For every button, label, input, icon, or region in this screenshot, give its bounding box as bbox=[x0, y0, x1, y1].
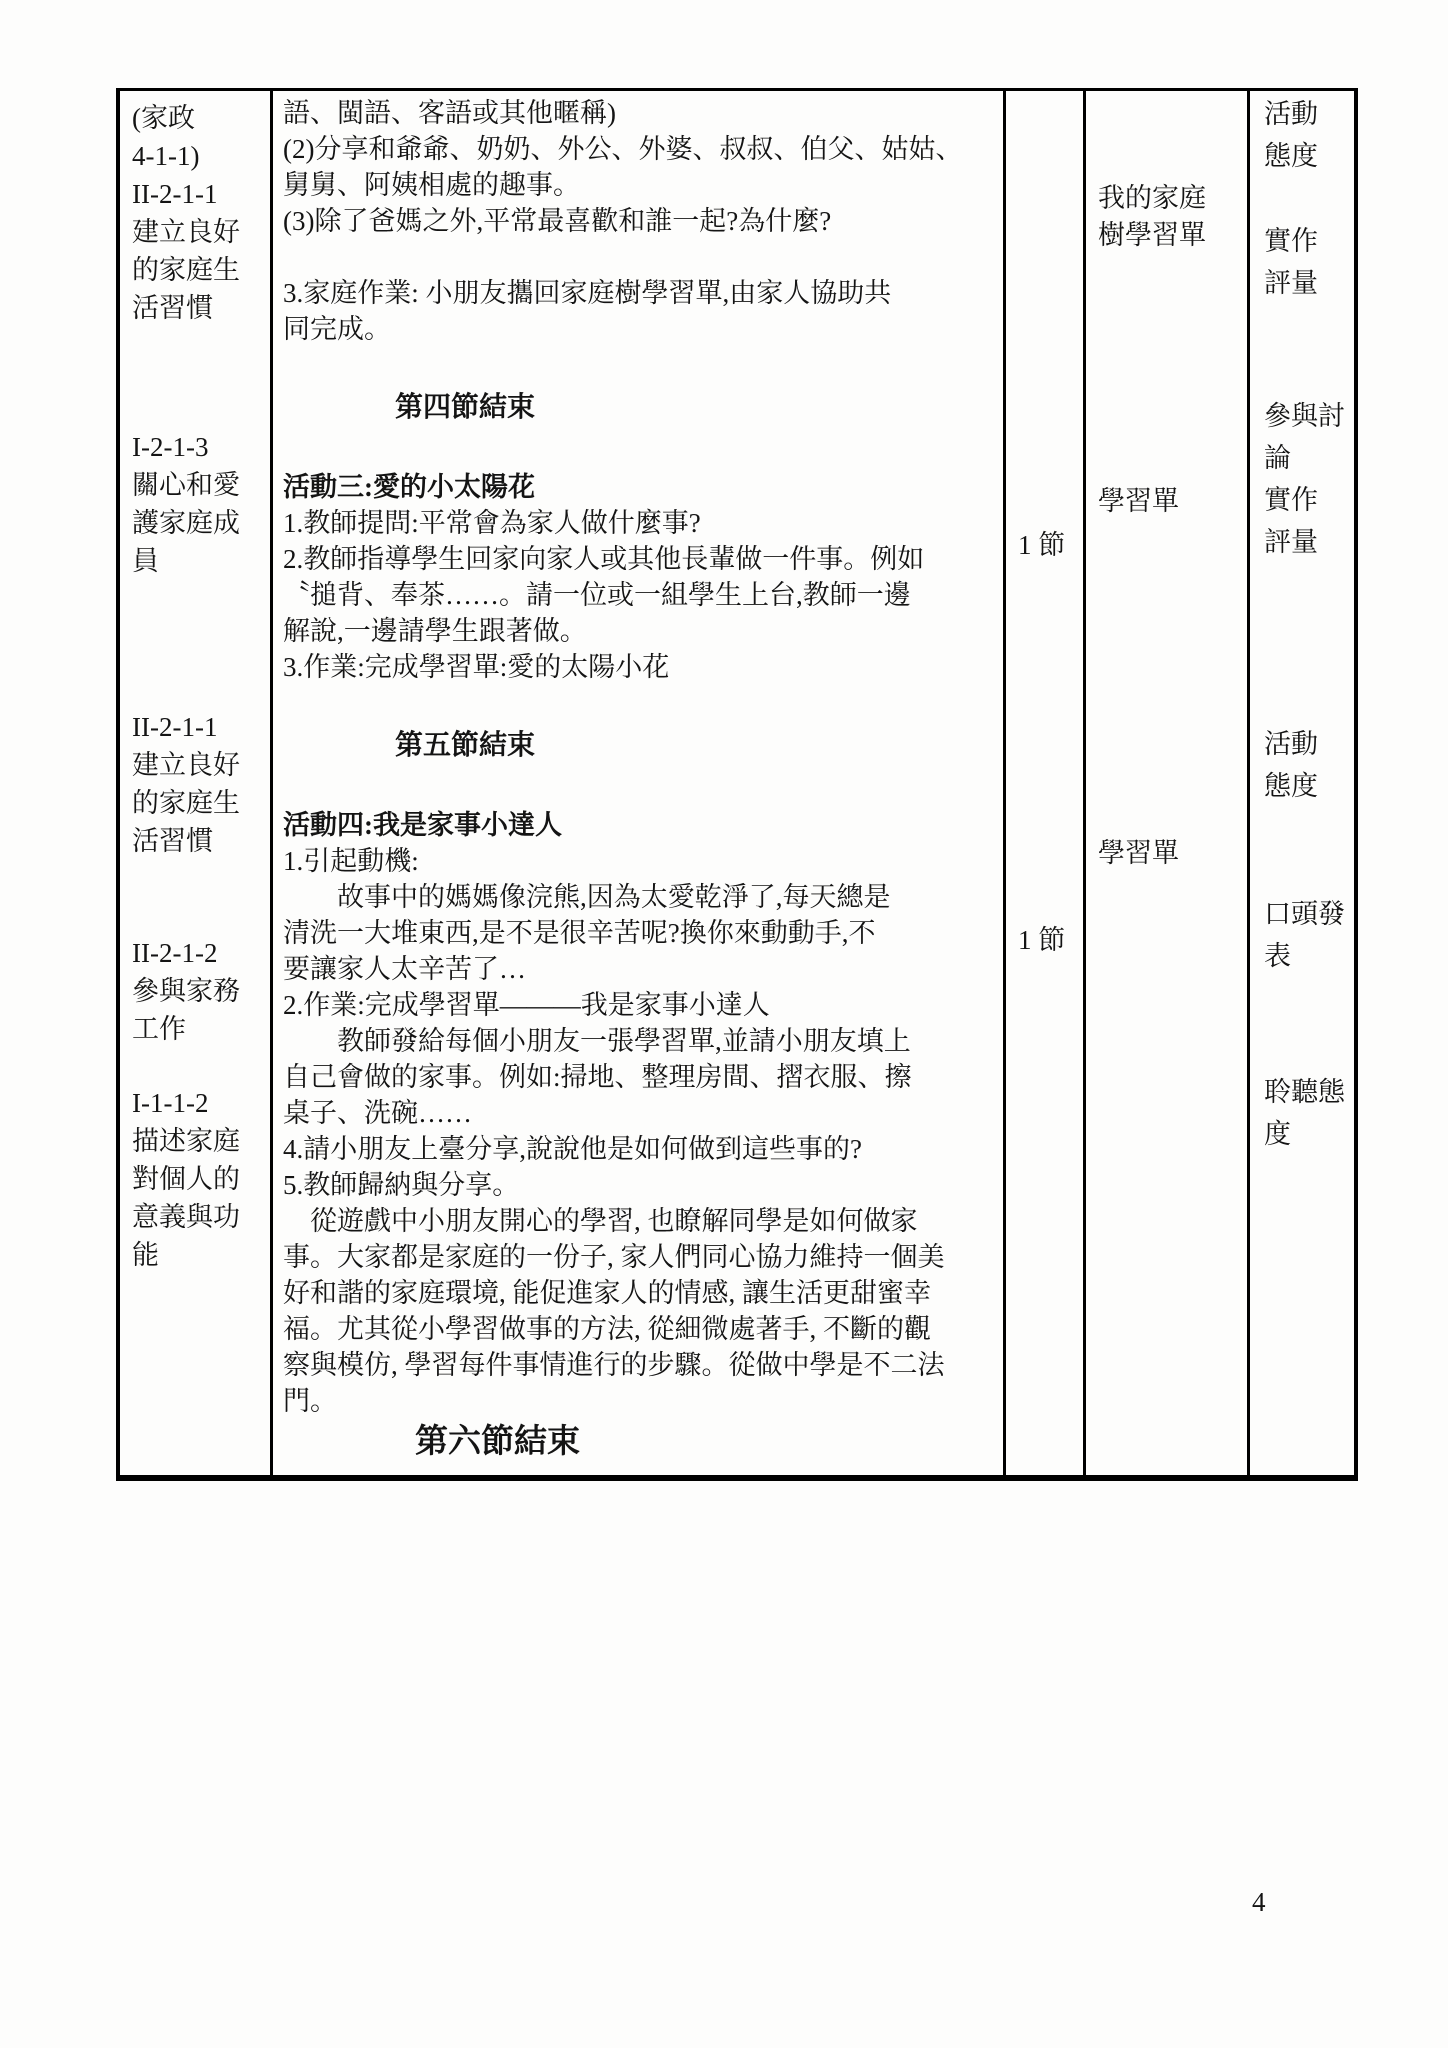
curriculum-code-block bbox=[120, 99, 270, 327]
curriculum-code-line: II-2-1-1 bbox=[132, 712, 218, 742]
activity-line: 自己會做的家事。例如:掃地、整理房間、摺衣服、擦 bbox=[283, 1062, 912, 1092]
assessment-label bbox=[1250, 93, 1354, 177]
activity-line: 3.家庭作業: 小朋友攜回家庭樹學習單,由家人協助共 bbox=[283, 278, 892, 308]
assessment-label bbox=[1250, 395, 1354, 563]
assessment-line: 聆聽態 bbox=[1264, 1077, 1345, 1107]
activity-line: 第六節結束 bbox=[283, 1424, 580, 1460]
activity-line: 福。尤其從小學習做事的方法, 從細微處著手, 不斷的觀 bbox=[283, 1314, 931, 1344]
curriculum-code-block bbox=[120, 428, 270, 580]
activity-line: 4.請小朋友上臺分享,說說他是如何做到這些事的? bbox=[283, 1134, 862, 1164]
duration-text: 1 節 bbox=[1018, 925, 1066, 955]
activity-line: 桌子、洗碗…… bbox=[283, 1098, 472, 1128]
assessment-line: 參與討 bbox=[1264, 401, 1345, 431]
curriculum-code-line: 能 bbox=[132, 1240, 159, 1270]
column-activities bbox=[273, 91, 1006, 1475]
activity-line bbox=[283, 347, 997, 383]
activity-line: 〝搥背、奉茶……。請一位或一組學生上台,教師一邊 bbox=[283, 580, 911, 610]
resource-line: 學習單 bbox=[1098, 838, 1179, 868]
curriculum-code-block bbox=[120, 1084, 270, 1274]
curriculum-code-line: I-2-1-3 bbox=[132, 432, 209, 462]
lesson-plan-table bbox=[116, 88, 1358, 1481]
activity-line bbox=[283, 433, 997, 469]
column-duration bbox=[1006, 91, 1086, 1475]
curriculum-code-line: I-1-1-2 bbox=[132, 1088, 209, 1118]
activity-line: 要讓家人太辛苦了… bbox=[283, 954, 526, 984]
activity-line: 同完成。 bbox=[283, 314, 391, 344]
duration-label bbox=[1006, 527, 1083, 563]
activity-text-block bbox=[273, 91, 1003, 1465]
resource-line: 學習單 bbox=[1098, 486, 1179, 516]
curriculum-code-line: 活習慣 bbox=[132, 826, 213, 856]
assessment-label bbox=[1250, 893, 1354, 977]
curriculum-code-line: 4-1-1) bbox=[132, 141, 200, 171]
activity-line: 3.作業:完成學習單:愛的太陽小花 bbox=[283, 652, 670, 682]
assessment-line: 表 bbox=[1264, 941, 1291, 971]
curriculum-code-line: II-2-1-2 bbox=[132, 938, 218, 968]
activity-line: 2.教師指導學生回家向家人或其他長輩做一件事。例如 bbox=[283, 544, 925, 574]
activity-line: 1.教師提問:平常會為家人做什麼事? bbox=[283, 508, 701, 538]
activity-line: 5.教師歸納與分享。 bbox=[283, 1170, 520, 1200]
page-number: 4 bbox=[1252, 1887, 1266, 1917]
activity-line: 從遊戲中小朋友開心的學習, 也瞭解同學是如何做家 bbox=[283, 1206, 918, 1236]
activity-line: 清洗一大堆東西,是不是很辛苦呢?換你來動動手,不 bbox=[283, 918, 876, 948]
activity-line bbox=[283, 685, 997, 721]
column-resources bbox=[1086, 91, 1250, 1475]
activity-line: (2)分享和爺爺、奶奶、外公、外婆、叔叔、伯父、姑姑、 bbox=[283, 134, 963, 164]
assessment-line: 活動 bbox=[1264, 729, 1318, 759]
duration-text: 1 節 bbox=[1018, 530, 1066, 560]
activity-line: 1.引起動機: bbox=[283, 846, 419, 876]
curriculum-code-line: 關心和愛 bbox=[132, 470, 240, 500]
assessment-line: 態度 bbox=[1264, 771, 1318, 801]
activity-line: 第五節結束 bbox=[283, 730, 536, 761]
curriculum-code-block bbox=[120, 708, 270, 860]
resource-label bbox=[1086, 180, 1247, 254]
activity-line: 好和諧的家庭環境, 能促進家人的情感, 讓生活更甜蜜幸 bbox=[283, 1278, 931, 1308]
assessment-line: 評量 bbox=[1264, 268, 1318, 298]
activity-line: 察與模仿, 學習每件事情進行的步驟。從做中學是不二法 bbox=[283, 1350, 945, 1380]
column-assessment bbox=[1250, 91, 1354, 1475]
duration-label bbox=[1006, 922, 1083, 958]
activity-line: 舅舅、阿姨相處的趣事。 bbox=[283, 170, 580, 200]
curriculum-code-line: 員 bbox=[132, 546, 159, 576]
activity-line: 故事中的媽媽像浣熊,因為太愛乾淨了,每天總是 bbox=[283, 882, 891, 912]
assessment-line: 口頭發 bbox=[1264, 899, 1345, 929]
assessment-line: 活動 bbox=[1264, 99, 1318, 129]
curriculum-code-line: (家政 bbox=[132, 103, 195, 133]
curriculum-code-line: II-2-1-1 bbox=[132, 179, 218, 209]
column-curriculum-goals bbox=[120, 91, 273, 1475]
curriculum-code-line: 參與家務 bbox=[132, 976, 240, 1006]
activity-line bbox=[283, 239, 997, 275]
assessment-line: 態度 bbox=[1264, 141, 1318, 171]
activity-line: 2.作業:完成學習單———我是家事小達人 bbox=[283, 990, 770, 1020]
activity-line: 門。 bbox=[283, 1386, 337, 1416]
curriculum-code-line: 活習慣 bbox=[132, 293, 213, 323]
activity-line: 活動三:愛的小太陽花 bbox=[283, 472, 535, 502]
resource-line: 樹學習單 bbox=[1098, 220, 1206, 250]
activity-line: 教師發給每個小朋友一張學習單,並請小朋友填上 bbox=[283, 1026, 911, 1056]
assessment-line: 論 bbox=[1264, 443, 1291, 473]
curriculum-code-block bbox=[120, 934, 270, 1048]
assessment-label bbox=[1250, 1071, 1354, 1155]
assessment-label bbox=[1250, 220, 1354, 304]
activity-line: 事。大家都是家庭的一份子, 家人們同心協力維持一個美 bbox=[283, 1242, 945, 1272]
assessment-label bbox=[1250, 723, 1354, 807]
activity-line: 語、閩語、客語或其他暱稱) bbox=[283, 98, 616, 128]
resource-line: 我的家庭 bbox=[1098, 183, 1206, 213]
curriculum-code-line: 護家庭成 bbox=[132, 508, 240, 538]
activity-line: (3)除了爸媽之外,平常最喜歡和誰一起?為什麼? bbox=[283, 206, 832, 236]
curriculum-code-line: 的家庭生 bbox=[132, 255, 240, 285]
resource-label bbox=[1086, 483, 1247, 520]
resource-label bbox=[1086, 835, 1247, 872]
curriculum-code-line: 建立良好 bbox=[132, 750, 240, 780]
activity-line: 活動四:我是家事小達人 bbox=[283, 810, 562, 840]
curriculum-code-line: 工作 bbox=[132, 1014, 186, 1044]
assessment-line: 度 bbox=[1264, 1119, 1291, 1149]
curriculum-code-line: 的家庭生 bbox=[132, 788, 240, 818]
curriculum-code-line: 意義與功 bbox=[132, 1202, 240, 1232]
activity-line: 第四節結束 bbox=[283, 392, 536, 423]
assessment-line: 實作 bbox=[1264, 226, 1318, 256]
curriculum-code-line: 對個人的 bbox=[132, 1164, 240, 1194]
curriculum-code-line: 建立良好 bbox=[132, 217, 240, 247]
assessment-line: 評量 bbox=[1264, 527, 1318, 557]
curriculum-code-line: 描述家庭 bbox=[132, 1126, 240, 1156]
activity-line bbox=[283, 771, 997, 807]
activity-line: 解說,一邊請學生跟著做。 bbox=[283, 616, 587, 646]
assessment-line: 實作 bbox=[1264, 485, 1318, 515]
